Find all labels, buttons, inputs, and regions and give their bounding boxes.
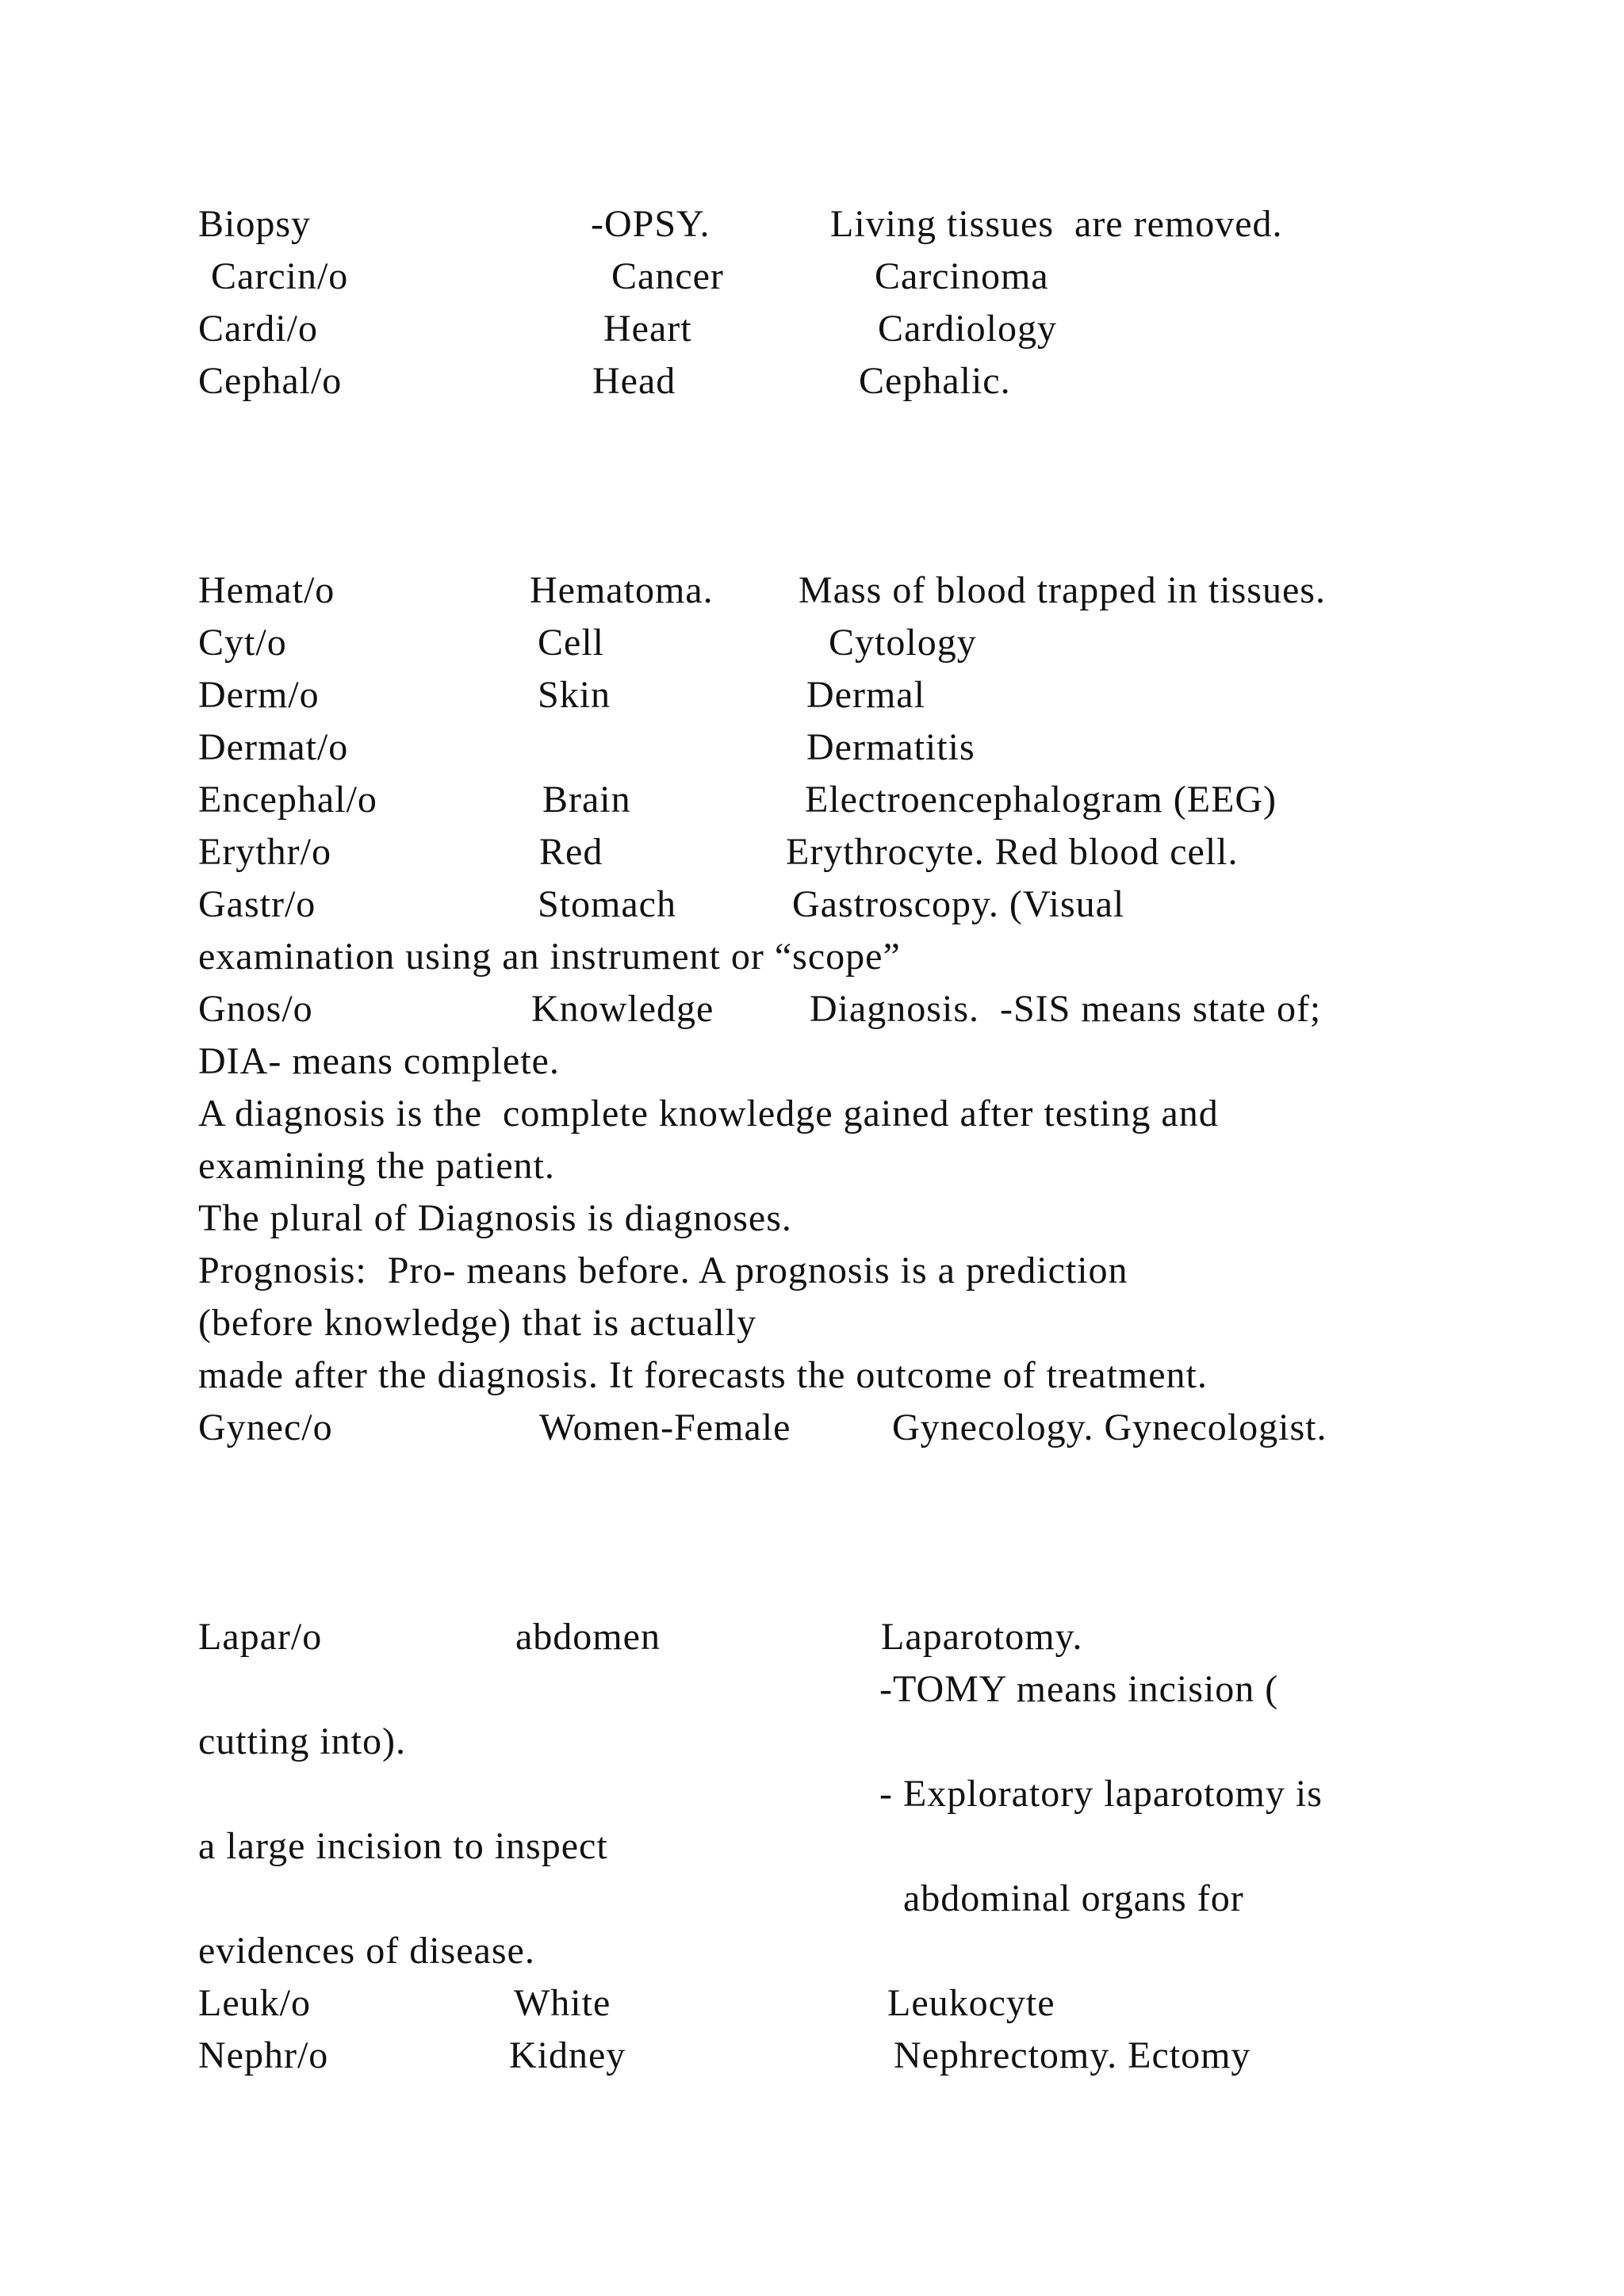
example: Gynecology. Gynecologist.: [892, 1406, 1327, 1448]
paragraph-text: made after the diagnosis. It forecasts the outcome of treatment.: [198, 1354, 1208, 1396]
meaning: abdomen: [515, 1616, 661, 1658]
example: Diagnosis. -SIS means state of;: [810, 988, 1322, 1030]
text-line: [198, 355, 1435, 408]
text-line: [198, 1088, 1435, 1140]
term: Lapar/o: [198, 1616, 323, 1658]
term: Cardi/o: [198, 308, 318, 350]
example: Mass of blood trapped in tissues.: [799, 569, 1326, 611]
example: Cardiology: [878, 308, 1057, 350]
paragraph-text: (before knowledge) that is actually: [198, 1302, 757, 1344]
text-line: [198, 983, 1435, 1035]
text-line: [198, 198, 1435, 251]
text-line: [198, 1977, 1435, 2030]
text-line: [198, 1716, 1435, 1768]
text-line: [198, 1035, 1435, 1088]
example: Living tissues are removed.: [830, 203, 1283, 245]
continued-text: evidences of disease.: [198, 1930, 535, 1972]
paragraph-text: A diagnosis is the complete knowledge gained after testing and: [198, 1093, 1219, 1135]
continued-text: cutting into).: [198, 1720, 406, 1762]
term: Gynec/o: [198, 1406, 333, 1448]
example: Carcinoma: [875, 255, 1049, 297]
term: Dermat/o: [198, 726, 349, 768]
term: Gnos/o: [198, 988, 313, 1030]
text-line: [198, 1768, 1435, 1820]
text-line: [198, 1402, 1435, 1454]
text-line: [198, 303, 1435, 355]
text-line: [198, 617, 1435, 669]
continued-text: examination using an instrument or “scope”: [198, 936, 901, 978]
text-line: [198, 721, 1435, 774]
text-line: [198, 1820, 1435, 1873]
example: Erythrocyte. Red blood cell.: [786, 831, 1239, 873]
example: Gastroscopy. (Visual: [792, 883, 1125, 925]
paragraph-text: The plural of Diagnosis is diagnoses.: [198, 1197, 792, 1239]
text-line: [198, 1297, 1435, 1349]
continued-text: DIA- means complete.: [198, 1040, 560, 1082]
meaning: -OPSY.: [591, 203, 710, 245]
meaning: Stomach: [538, 883, 676, 925]
text-line: [198, 1611, 1435, 1663]
meaning: Brain: [542, 779, 631, 821]
meaning: Heart: [603, 308, 692, 350]
term: Gastr/o: [198, 883, 316, 925]
meaning: Knowledge: [531, 988, 714, 1030]
text-line: [198, 1663, 1435, 1716]
meaning: Cell: [538, 622, 604, 664]
text-line: [198, 251, 1435, 303]
example: abdominal organs for: [903, 1877, 1244, 1919]
example: Cytology: [829, 622, 977, 664]
text-line: [198, 826, 1435, 878]
example: Nephrectomy. Ectomy: [894, 2034, 1251, 2076]
example: Electroencephalogram (EEG): [805, 779, 1277, 821]
meaning: Head: [592, 360, 676, 402]
term: Erythr/o: [198, 831, 331, 873]
meaning: Women-Female: [539, 1406, 791, 1448]
example: Dermatitis: [806, 726, 975, 768]
example: Leukocyte: [887, 1982, 1055, 2024]
meaning: Kidney: [509, 2034, 626, 2076]
example: - Exploratory laparotomy is: [879, 1773, 1323, 1815]
text-line: [198, 564, 1435, 617]
paragraph-text: Prognosis: Pro- means before. A prognosis is a prediction: [198, 1249, 1128, 1292]
continued-text: a large incision to inspect: [198, 1825, 608, 1867]
term: Leuk/o: [198, 1982, 311, 2024]
paragraph-text: examining the patient.: [198, 1145, 555, 1187]
text-line: [198, 1140, 1435, 1192]
example: Laparotomy.: [881, 1616, 1083, 1658]
text-line: [198, 1245, 1435, 1297]
text-line: [198, 1925, 1435, 1977]
text-line: [198, 1873, 1435, 1925]
text-line: [198, 1192, 1435, 1245]
meaning: Cancer: [611, 255, 724, 297]
text-line: [198, 774, 1435, 826]
term: Cyt/o: [198, 622, 287, 664]
text-line: [198, 1349, 1435, 1402]
example: Dermal: [806, 674, 925, 716]
term: Nephr/o: [198, 2034, 329, 2076]
meaning: White: [514, 1982, 611, 2024]
example: Cephalic.: [859, 360, 1011, 402]
meaning: Skin: [538, 674, 611, 716]
term: Encephal/o: [198, 779, 377, 821]
term: Cephal/o: [198, 360, 343, 402]
meaning: Red: [539, 831, 603, 873]
text-line: [198, 931, 1435, 983]
text-line: [198, 2030, 1435, 2082]
meaning: Hematoma.: [530, 569, 714, 611]
text-line: [198, 878, 1435, 931]
term: Derm/o: [198, 674, 320, 716]
term: Biopsy: [198, 203, 312, 245]
term: Carcin/o: [211, 255, 349, 297]
text-line: [198, 669, 1435, 721]
term: Hemat/o: [198, 569, 335, 611]
example: -TOMY means incision (: [879, 1668, 1279, 1710]
